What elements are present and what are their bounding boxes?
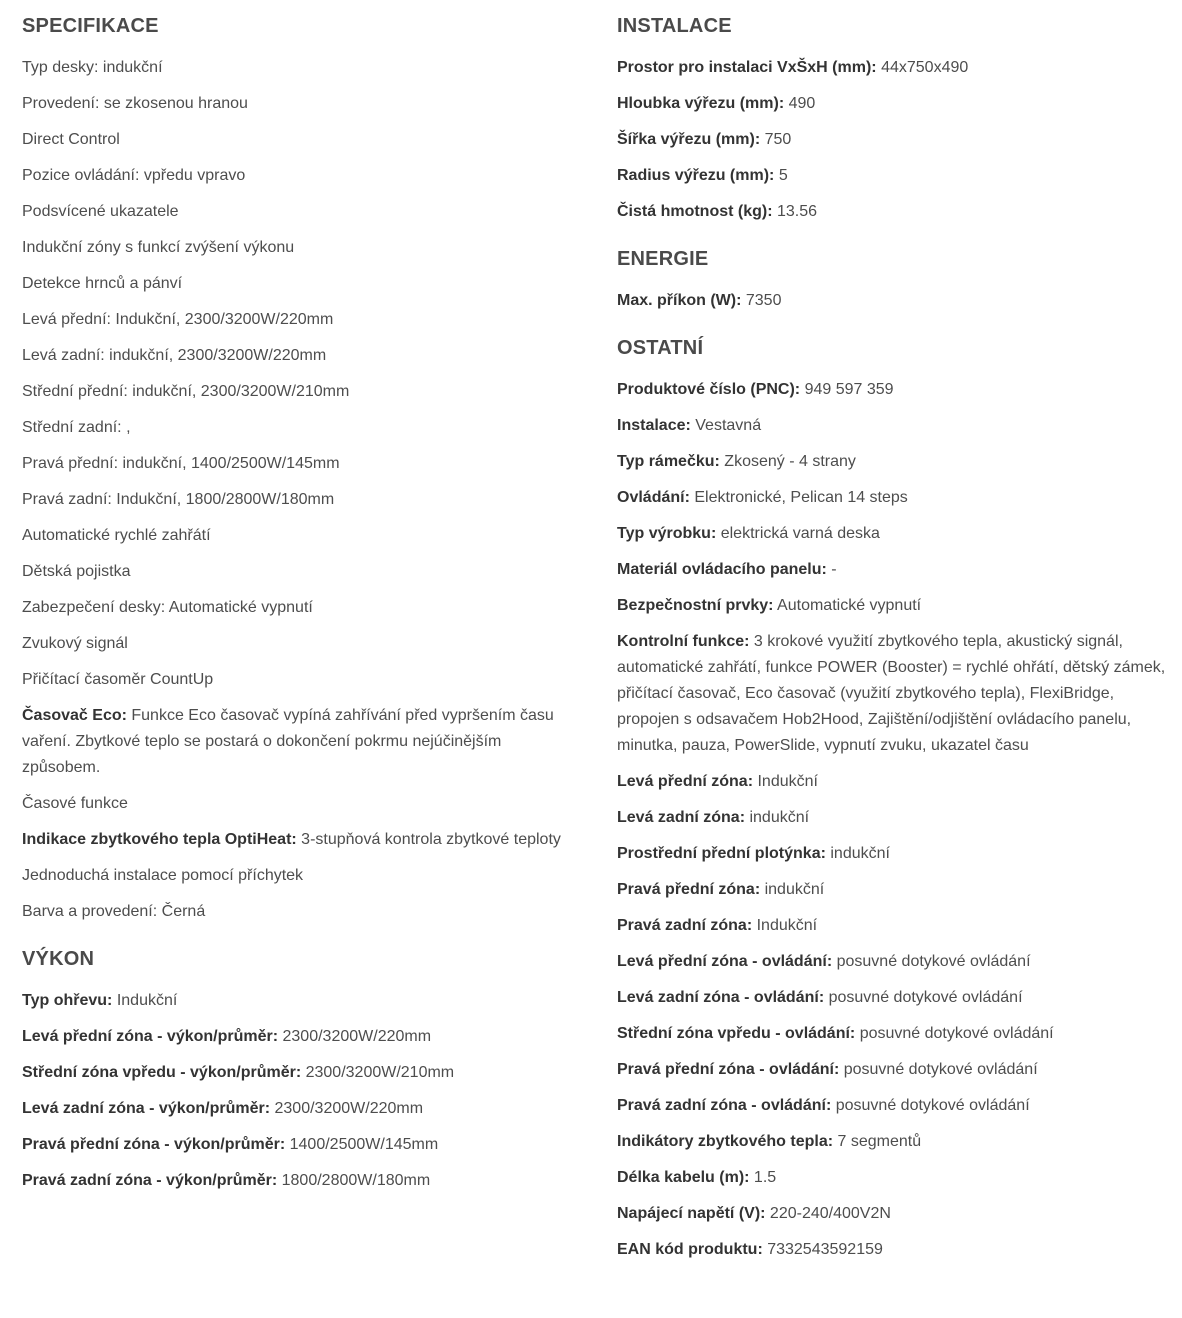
spec-value: Zabezpečení desky: Automatické vypnutí [22, 599, 313, 616]
spec-list-instalace [617, 55, 1172, 225]
spec-key: Levá přední zóna - ovládání: [617, 953, 833, 970]
spec-key: Pravá zadní zóna: [617, 917, 753, 934]
spec-item [617, 913, 1172, 939]
spec-value: Dětská pojistka [22, 563, 131, 580]
spec-item [617, 1165, 1172, 1191]
spec-value: posuvné dotykové ovládání [831, 1097, 1030, 1114]
spec-item [22, 163, 582, 189]
section-specifikace [22, 0, 582, 925]
spec-value: Střední přední: indukční, 2300/3200W/210mm [22, 383, 350, 400]
spec-item [22, 127, 582, 153]
spec-value: 750 [760, 131, 792, 148]
spec-list-specifikace [22, 55, 582, 925]
spec-key: Levá přední zóna: [617, 773, 754, 790]
spec-value: Přičítací časoměr CountUp [22, 671, 214, 688]
spec-item [617, 199, 1172, 225]
spec-value: Levá přední: Indukční, 2300/3200W/220mm [22, 311, 334, 328]
spec-item [22, 1060, 582, 1086]
spec-key: Napájecí napětí (V): [617, 1205, 766, 1222]
spec-key: Instalace: [617, 417, 691, 434]
spec-item [22, 451, 582, 477]
spec-item [22, 199, 582, 225]
spec-key: Levá zadní zóna - výkon/průměr: [22, 1100, 271, 1117]
spec-item [617, 521, 1172, 547]
spec-item [22, 271, 582, 297]
spec-item [22, 1132, 582, 1158]
spec-key: Prostor pro instalaci VxŠxH (mm): [617, 59, 877, 76]
spec-key: Šířka výřezu (mm): [617, 131, 761, 148]
spec-value: Jednoduchá instalace pomocí příchytek [22, 867, 304, 884]
spec-value: Levá zadní: indukční, 2300/3200W/220mm [22, 347, 327, 364]
spec-item [617, 593, 1172, 619]
spec-value: 2300/3200W/220mm [270, 1100, 424, 1117]
spec-value: Direct Control [22, 131, 120, 148]
section-title-instalace: INSTALACE [617, 15, 732, 37]
spec-key: Typ výrobku: [617, 525, 717, 542]
spec-item [22, 307, 582, 333]
spec-value: 1400/2500W/145mm [285, 1136, 439, 1153]
spec-key: Levá zadní zóna - ovládání: [617, 989, 825, 1006]
section-ostatni [617, 324, 1172, 1263]
spec-item [22, 343, 582, 369]
spec-value: Automatické vypnutí [773, 597, 922, 614]
spec-item [617, 485, 1172, 511]
spec-value: elektrická varná deska [716, 525, 880, 542]
spec-item [617, 413, 1172, 439]
spec-key: Materiál ovládacího panelu: [617, 561, 827, 578]
spec-item [617, 55, 1172, 81]
spec-key: Střední zóna vpředu - ovládání: [617, 1025, 856, 1042]
spec-key: Kontrolní funkce: [617, 633, 750, 650]
spec-value: Indukční zóny s funkcí zvýšení výkonu [22, 239, 295, 256]
spec-item [617, 1057, 1172, 1083]
spec-key: Střední zóna vpředu - výkon/průměr: [22, 1064, 302, 1081]
spec-value: Zkosený - 4 strany [719, 453, 856, 470]
spec-item [22, 415, 582, 441]
spec-value: indukční [825, 845, 890, 862]
spec-item [617, 163, 1172, 189]
spec-item [22, 523, 582, 549]
spec-item [22, 379, 582, 405]
spec-item [617, 91, 1172, 117]
spec-item [22, 595, 582, 621]
spec-key: Pravá zadní zóna - ovládání: [617, 1097, 832, 1114]
spec-value: Pravá zadní: Indukční, 1800/2800W/180mm [22, 491, 335, 508]
spec-value: 3-stupňová kontrola zbytkové teploty [296, 831, 561, 848]
spec-value: Pravá přední: indukční, 1400/2500W/145mm [22, 455, 340, 472]
spec-value: 3 krokové využití zbytkového tepla, akustický signál, automatické zahřátí, funkce POWER (Booster) = rychlé ohřátí, dětský zámek, přičítací časovač, Eco časovač (využití zbytkového tepla), FlexiBridge, propojen s odsavačem Hob2Hood, Zajištění/odjištění ovládacího panelu, minutka, pauza, PowerSlide, vypnutí zvuku, ukazatel času [617, 633, 1166, 754]
spec-key: Radius výřezu (mm): [617, 167, 775, 184]
spec-item [617, 769, 1172, 795]
spec-item [22, 791, 582, 817]
spec-value: Automatické rychlé zahřátí [22, 527, 211, 544]
spec-item [617, 629, 1172, 759]
section-instalace [617, 0, 1172, 225]
spec-item [617, 288, 1172, 314]
spec-value: Indukční [112, 992, 178, 1009]
spec-item [617, 1129, 1172, 1155]
spec-value: 490 [784, 95, 816, 112]
spec-value: posuvné dotykové ovládání [824, 989, 1023, 1006]
spec-key: Prostřední přední plotýnka: [617, 845, 826, 862]
section-vykon [22, 935, 582, 1194]
section-title-specifikace: SPECIFIKACE [22, 15, 159, 37]
spec-key: Pravá přední zóna - ovládání: [617, 1061, 840, 1078]
spec-value: Střední zadní: , [22, 419, 131, 436]
spec-item [22, 863, 582, 889]
spec-value: 2300/3200W/210mm [301, 1064, 455, 1081]
spec-key: Typ rámečku: [617, 453, 720, 470]
spec-value: Vestavná [690, 417, 762, 434]
section-title-vykon: VÝKON [22, 948, 95, 970]
spec-key: Typ ohřevu: [22, 992, 113, 1009]
spec-item [22, 1168, 582, 1194]
spec-key: Délka kabelu (m): [617, 1169, 750, 1186]
spec-item [617, 127, 1172, 153]
spec-item [617, 1237, 1172, 1263]
spec-item [617, 1201, 1172, 1227]
spec-key: Pravá přední zóna - výkon/průměr: [22, 1136, 286, 1153]
spec-item [22, 667, 582, 693]
left-column [22, 0, 582, 1204]
spec-value: 13.56 [772, 203, 818, 220]
spec-item [617, 449, 1172, 475]
spec-item [22, 631, 582, 657]
spec-value: 1.5 [749, 1169, 777, 1186]
spec-list-ostatni [617, 377, 1172, 1263]
spec-value: Zvukový signál [22, 635, 128, 652]
spec-list-vykon [22, 988, 582, 1194]
spec-item [22, 1024, 582, 1050]
spec-value: posuvné dotykové ovládání [855, 1025, 1054, 1042]
spec-value: Časové funkce [22, 795, 128, 812]
spec-value: 44x750x490 [876, 59, 969, 76]
spec-item [22, 1096, 582, 1122]
spec-value: 2300/3200W/220mm [278, 1028, 432, 1045]
spec-item [22, 827, 582, 853]
spec-value: 7350 [741, 292, 782, 309]
spec-value: indukční [745, 809, 810, 826]
spec-key: Ovládání: [617, 489, 690, 506]
spec-item [617, 557, 1172, 583]
spec-value: indukční [760, 881, 825, 898]
spec-item [617, 877, 1172, 903]
spec-item [22, 487, 582, 513]
spec-item [22, 988, 582, 1014]
spec-value: - [826, 561, 837, 578]
spec-key: Pravá zadní zóna - výkon/průměr: [22, 1172, 278, 1189]
spec-value: 5 [774, 167, 788, 184]
spec-key: Časovač Eco: [22, 707, 127, 724]
spec-value: posuvné dotykové ovládání [832, 953, 1031, 970]
spec-value: 7 segmentů [833, 1133, 922, 1150]
spec-list-energie [617, 288, 1172, 314]
spec-item [617, 805, 1172, 831]
spec-item [22, 235, 582, 261]
section-title-energie: ENERGIE [617, 248, 709, 270]
spec-value: posuvné dotykové ovládání [839, 1061, 1038, 1078]
spec-key: EAN kód produktu: [617, 1241, 763, 1258]
spec-key: Levá přední zóna - výkon/průměr: [22, 1028, 279, 1045]
spec-item [617, 949, 1172, 975]
spec-key: Indikátory zbytkového tepla: [617, 1133, 834, 1150]
spec-item [22, 55, 582, 81]
spec-item [617, 1093, 1172, 1119]
section-energie [617, 235, 1172, 314]
section-title-ostatni: OSTATNÍ [617, 337, 704, 359]
spec-value: 1800/2800W/180mm [277, 1172, 431, 1189]
spec-key: Produktové číslo (PNC): [617, 381, 801, 398]
spec-value: Pozice ovládání: vpředu vpravo [22, 167, 246, 184]
spec-item [22, 703, 582, 781]
spec-value: Barva a provedení: Černá [22, 903, 206, 920]
spec-value: Provedení: se zkosenou hranou [22, 95, 248, 112]
spec-item [22, 91, 582, 117]
spec-key: Bezpečnostní prvky: [617, 597, 774, 614]
spec-value: Detekce hrnců a pánví [22, 275, 183, 292]
spec-value: Indukční [752, 917, 818, 934]
spec-key: Hloubka výřezu (mm): [617, 95, 785, 112]
spec-value: 949 597 359 [800, 381, 894, 398]
spec-item [617, 985, 1172, 1011]
spec-key: Max. příkon (W): [617, 292, 742, 309]
right-column [617, 0, 1172, 1273]
spec-key: Pravá přední zóna: [617, 881, 761, 898]
spec-key: Čistá hmotnost (kg): [617, 203, 773, 220]
spec-value: 220-240/400V2N [765, 1205, 891, 1222]
spec-item [22, 559, 582, 585]
spec-item [617, 1021, 1172, 1047]
spec-item [617, 841, 1172, 867]
spec-value: Indukční [753, 773, 818, 790]
spec-key: Levá zadní zóna: [617, 809, 746, 826]
spec-value: Funkce Eco časovač vypíná zahřívání před vypršením času vaření. Zbytkové teplo se postará o dokončení pokrmu nejúčinějším způsobem. [22, 707, 554, 776]
spec-value: 7332543592159 [762, 1241, 883, 1258]
spec-key: Indikace zbytkového tepla OptiHeat: [22, 831, 297, 848]
spec-item [22, 899, 582, 925]
spec-value: Typ desky: indukční [22, 59, 163, 76]
spec-item [617, 377, 1172, 403]
spec-value: Podsvícené ukazatele [22, 203, 179, 220]
spec-value: Elektronické, Pelican 14 steps [689, 489, 908, 506]
